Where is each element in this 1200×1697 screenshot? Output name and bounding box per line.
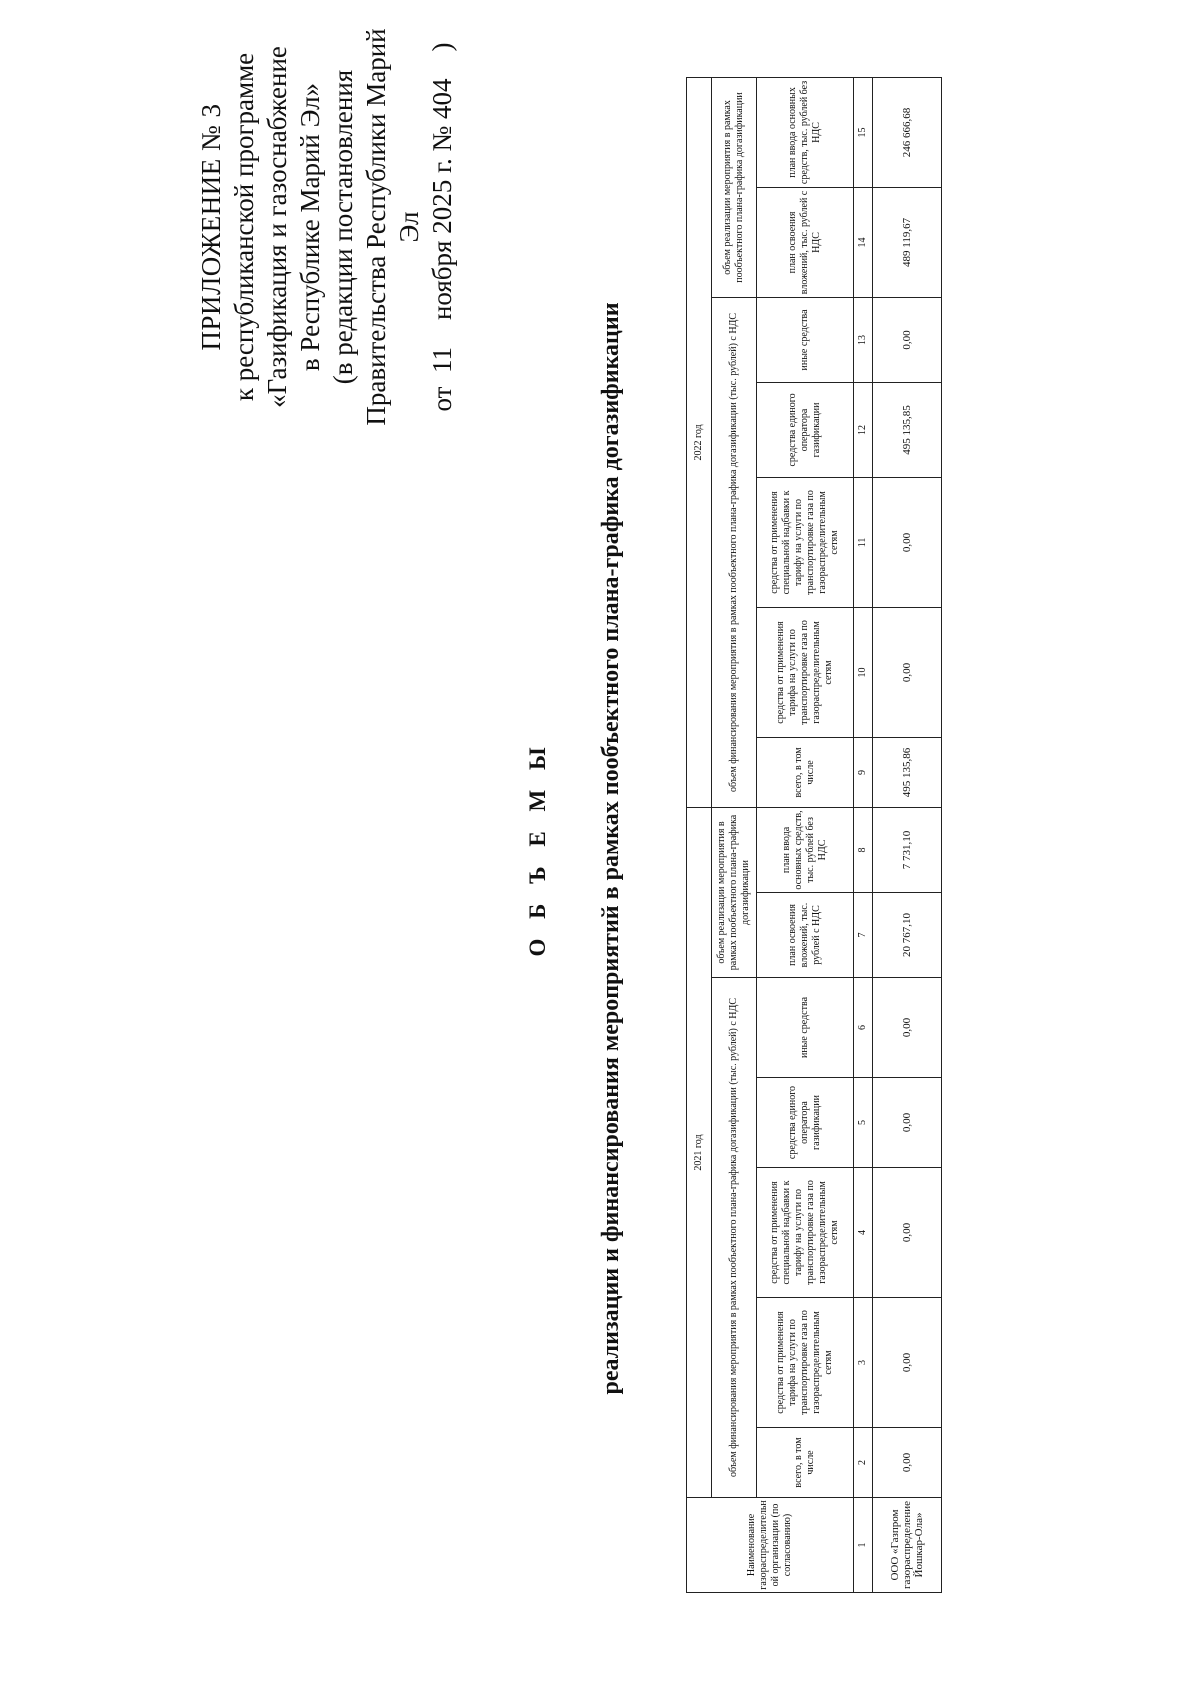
real-group-2021: объем реализации мероприятия в рамках пообъектного плана-графика догазификации	[712, 807, 757, 977]
cell-value: 0,00	[873, 978, 942, 1078]
col-number: 11	[854, 477, 873, 607]
col-number: 8	[854, 807, 873, 892]
col-assets-plan-2022: план ввода основных средств, тыс. рублей без НДС	[757, 77, 854, 187]
col-number: 4	[854, 1168, 873, 1298]
column-number-row	[854, 77, 873, 1592]
col-number: 15	[854, 77, 873, 187]
org-name: ООО «Газпром газораспределение Йошкар-Ола»	[873, 1498, 942, 1593]
cell-value: 20 767,10	[873, 893, 942, 978]
col-surcharge-2022: средства от применения специальной надбавки к тарифу на услуги по транспортировке газа по газораспределительным сетям	[757, 477, 854, 607]
cell-value: 489 119,67	[873, 187, 942, 297]
col-number: 1	[854, 1498, 873, 1593]
col-number: 9	[854, 737, 873, 807]
appendix-header	[195, 17, 459, 437]
col-total-2022: всего, в том числе	[757, 737, 854, 807]
col-number: 2	[854, 1428, 873, 1498]
col-assets-plan-2021: план ввода основных средств, тыс. рублей без НДС	[757, 807, 854, 892]
col-number: 13	[854, 297, 873, 382]
col-number: 6	[854, 978, 873, 1078]
year-2022-header: 2022 год	[687, 77, 712, 807]
header-line: к республиканской программе	[229, 52, 259, 402]
col-operator-2021: средства единого оператора газификации	[757, 1078, 854, 1168]
resolution-date: от 11 ноября 2025 г. № 404 )	[427, 42, 457, 412]
col-invest-plan-2021: план освоения вложений, тыс. рублей с НДС	[757, 893, 854, 978]
year-2021-header: 2021 год	[687, 807, 712, 1497]
header-line: «Газификация и газоснабжение	[262, 46, 292, 408]
header-line: (в редакции постановления	[328, 69, 358, 385]
cell-value: 495 135,86	[873, 737, 942, 807]
cell-value: 0,00	[873, 1298, 942, 1428]
col-number: 12	[854, 382, 873, 477]
appendix-number: ПРИЛОЖЕНИЕ № 3	[196, 103, 226, 351]
col-other-2021: иные средства	[757, 978, 854, 1078]
col-tariff-2021: средства от применения тарифа на услуги по транспортировке газа по газораспределительным сетям	[757, 1298, 854, 1428]
real-group-2022: объем реализации мероприятия в рамках пообъектного плана-графика догазификации	[712, 77, 757, 297]
cell-value: 495 135,85	[873, 382, 942, 477]
fin-group-2022: объем финансирования мероприятия в рамках пообъектного плана-графика догазификации (тыс. рублей) с НДС	[712, 297, 757, 807]
cell-value: 7 731,10	[873, 807, 942, 892]
col-surcharge-2021: средства от применения специальной надбавки к тарифу на услуги по транспортировке газа по газораспределительным сетям	[757, 1168, 854, 1298]
col-invest-plan-2022: план освоения вложений, тыс. рублей с НДС	[757, 187, 854, 297]
col-other-2022: иные средства	[757, 297, 854, 382]
col-number: 10	[854, 607, 873, 737]
header-line: Правительства Республики Марий Эл	[361, 28, 424, 426]
cell-value: 246 666,68	[873, 77, 942, 187]
cell-value: 0,00	[873, 1428, 942, 1498]
cell-value: 0,00	[873, 1078, 942, 1168]
org-header: Наименование газораспределительной организации (по согласованию)	[687, 1498, 854, 1593]
col-total-2021: всего, в том числе	[757, 1428, 854, 1498]
cell-value: 0,00	[873, 477, 942, 607]
document-subtitle: реализации и финансирования мероприятий в рамках пообъектного плана-графика догазификации	[598, 302, 624, 1395]
table-row	[873, 77, 942, 1592]
col-number: 5	[854, 1078, 873, 1168]
cell-value: 0,00	[873, 297, 942, 382]
document-title: О Б Ъ Е М Ы	[525, 740, 550, 957]
col-tariff-2022: средства от применения тарифа на услуги по транспортировке газа по газораспределительным сетям	[757, 607, 854, 737]
col-number: 14	[854, 187, 873, 297]
cell-value: 0,00	[873, 1168, 942, 1298]
col-operator-2022: средства единого оператора газификации	[757, 382, 854, 477]
header-line: в Республике Марий Эл»	[295, 82, 325, 372]
volumes-table	[686, 77, 942, 1593]
fin-group-2021: объем финансирования мероприятия в рамках пообъектного плана-графика догазификации (тыс. рублей) с НДС	[712, 978, 757, 1498]
col-number: 3	[854, 1298, 873, 1428]
cell-value: 0,00	[873, 607, 942, 737]
col-number: 7	[854, 893, 873, 978]
